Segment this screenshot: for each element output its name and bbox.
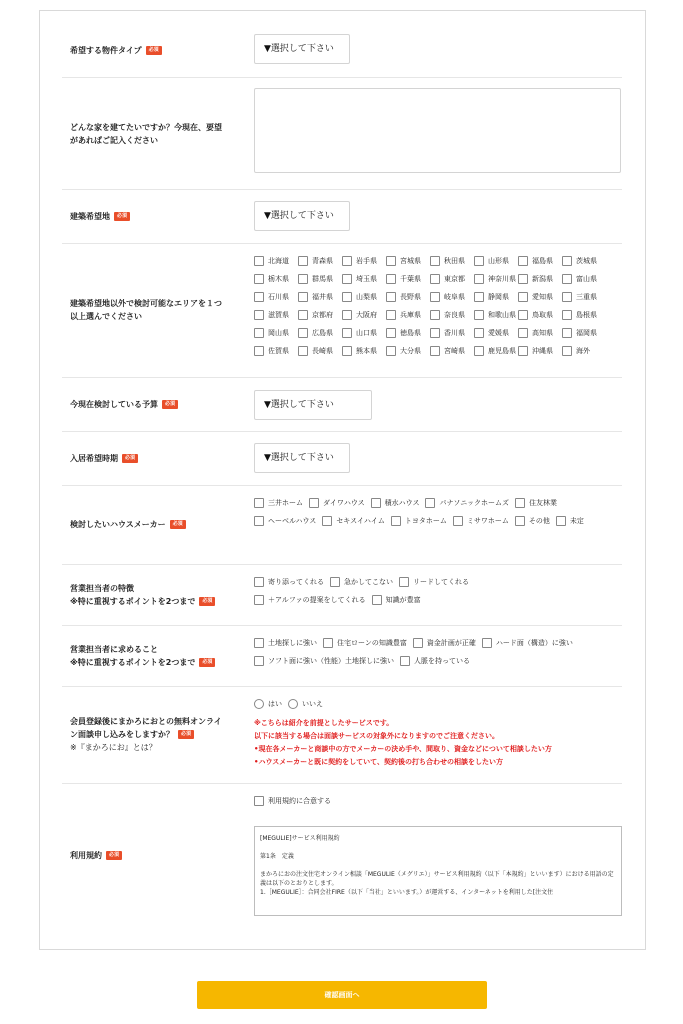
prefecture-label: 京都府 <box>312 311 333 319</box>
checkbox[interactable] <box>474 292 484 302</box>
required-badge: 必須 <box>106 851 122 860</box>
checkbox[interactable] <box>562 310 572 320</box>
demand-option-loan[interactable]: 住宅ローンの知識豊富 <box>323 634 407 652</box>
checkbox[interactable] <box>562 274 572 284</box>
prefecture-label: 福島県 <box>532 257 553 265</box>
about-macaronio-link[interactable]: ※『まかろにお』とは？ <box>70 743 157 752</box>
checkbox[interactable] <box>342 292 352 302</box>
prefecture-option[interactable] <box>562 306 606 324</box>
row-build-location <box>62 190 622 244</box>
prefecture-label: 香川県 <box>444 329 465 337</box>
confirm-button[interactable]: 確認画面へ <box>197 981 487 1009</box>
prefecture-label: 茨城県 <box>576 257 597 265</box>
checkbox[interactable] <box>254 310 264 320</box>
checkbox[interactable] <box>254 292 264 302</box>
checkbox[interactable] <box>254 516 264 526</box>
prefecture-option[interactable] <box>474 252 518 270</box>
checkbox[interactable] <box>515 516 525 526</box>
move-in-select[interactable]: ▼選択して下さい <box>254 443 350 473</box>
required-badge: 必須 <box>170 520 186 529</box>
checkbox[interactable] <box>474 310 484 320</box>
checkbox[interactable] <box>562 256 572 266</box>
terms-field <box>254 792 622 916</box>
checkbox[interactable] <box>386 310 396 320</box>
required-badge: 必須 <box>114 212 130 221</box>
checkbox[interactable] <box>425 498 435 508</box>
prefecture-label: 北海道 <box>268 257 289 265</box>
prefecture-option[interactable] <box>518 288 562 306</box>
checkbox[interactable] <box>298 256 308 266</box>
checkbox[interactable] <box>399 577 409 587</box>
prefecture-option[interactable] <box>518 324 562 342</box>
checkbox[interactable] <box>518 310 528 320</box>
consult-label: 会員登録後にまかろにおとの無料オンライ ン面談申し込みをしますか？ 必須 ※『まかろにお』とは？ <box>70 715 248 754</box>
checkbox[interactable] <box>430 256 440 266</box>
checkbox[interactable] <box>430 292 440 302</box>
maker-option-daiwa[interactable]: ダイワハウス <box>309 494 365 512</box>
makers-label: 検討したいハウスメーカー 必須 <box>70 518 240 531</box>
checkbox[interactable] <box>386 346 396 356</box>
checkbox[interactable] <box>400 656 410 666</box>
rep-traits-label: 営業担当者の特徴 ※特に重視するポイントを2つまで 必須 <box>70 582 240 608</box>
house-request-textarea[interactable] <box>254 88 621 173</box>
row-rep-traits <box>62 565 622 626</box>
prefecture-option[interactable] <box>386 288 430 306</box>
form-card <box>39 10 646 950</box>
checkbox[interactable] <box>562 292 572 302</box>
maker-option-sumitomo[interactable]: 住友林業 <box>515 494 557 512</box>
prefecture-label: 山口県 <box>356 329 377 337</box>
checkbox[interactable] <box>482 638 492 648</box>
checkbox[interactable] <box>518 274 528 284</box>
checkbox[interactable] <box>254 274 264 284</box>
checkbox[interactable] <box>413 638 423 648</box>
trait-option-leads[interactable]: リードしてくれる <box>399 573 469 591</box>
prefecture-option[interactable] <box>254 306 298 324</box>
prefecture-option[interactable] <box>430 324 474 342</box>
row-makers <box>62 486 622 565</box>
checkbox[interactable] <box>254 346 264 356</box>
prefecture-label: 海外 <box>576 347 590 355</box>
checkbox[interactable] <box>430 274 440 284</box>
property-type-select[interactable]: ▼選択して下さい <box>254 34 350 64</box>
demand-option-performance[interactable]: ソフト面に強い（性能）土地探しに強い <box>254 652 394 670</box>
prefecture-checkbox-grid <box>254 252 624 360</box>
terms-title: [MEGULIE]サービス利用規約 <box>260 835 340 842</box>
prefecture-label: 岡山県 <box>268 329 289 337</box>
checkbox[interactable] <box>342 310 352 320</box>
checkbox[interactable] <box>254 638 264 648</box>
checkbox[interactable] <box>386 328 396 338</box>
checkbox[interactable] <box>386 256 396 266</box>
required-badge: 必須 <box>199 658 215 667</box>
rep-traits-checkbox-group <box>254 573 624 609</box>
prefecture-label: 青森県 <box>312 257 333 265</box>
prefecture-label: 長崎県 <box>312 347 333 355</box>
prefecture-label: 佐賀県 <box>268 347 289 355</box>
prefecture-option[interactable] <box>562 288 606 306</box>
prefecture-option[interactable] <box>298 306 342 324</box>
prefecture-label: 富山県 <box>576 275 597 283</box>
prefecture-option[interactable] <box>474 270 518 288</box>
prefecture-label: 山梨県 <box>356 293 377 301</box>
prefecture-option[interactable] <box>386 306 430 324</box>
consult-option-no[interactable]: いいえ <box>288 695 323 713</box>
house-request-label: どんな家を建てたいですか？今現在、要望 があればご記入ください <box>70 123 222 145</box>
terms-agree-checkbox[interactable]: 利用規約に合意する <box>254 792 331 810</box>
checkbox[interactable] <box>298 310 308 320</box>
prefecture-option[interactable] <box>386 324 430 342</box>
prefecture-label: 兵庫県 <box>400 311 421 319</box>
trait-option-extra-proposals[interactable]: ＋アルファの提案をしてくれる <box>254 591 366 609</box>
consult-notice: ※こちらは紹介を前提としたサービスです。 以下に該当する場合は面談サービスの対象外になりますのでご注意ください。 •現在各メーカーと商談中の方でメーカーの決め手や、間取り、資金などについて相談したい方 •ハウスメーカーと既に契約をしていて、契約後の打ち合わせの相談をしたい方 <box>254 719 552 766</box>
prefecture-option[interactable] <box>474 324 518 342</box>
checkbox[interactable] <box>515 498 525 508</box>
prefecture-label: 東京都 <box>444 275 465 283</box>
consult-field <box>254 695 626 769</box>
prefecture-option[interactable] <box>342 306 386 324</box>
prefecture-option[interactable] <box>386 252 430 270</box>
terms-paragraph: まかろにおの注文住宅オンライン相談「MEGULIE（メグリエ）」サービス利用規約（以下「本規約」といいます）における用語の定義は以下のとおりとします。 <box>260 871 614 887</box>
checkbox[interactable] <box>430 346 440 356</box>
prefecture-label: 愛媛県 <box>488 329 509 337</box>
prefecture-label: 鳥取県 <box>532 311 553 319</box>
prefecture-option[interactable] <box>430 270 474 288</box>
checkbox[interactable] <box>254 595 264 605</box>
prefecture-label: 大阪府 <box>356 311 377 319</box>
property-type-label: 希望する物件タイプ 必須 <box>70 44 240 57</box>
checkbox[interactable] <box>254 577 264 587</box>
checkbox[interactable] <box>474 346 484 356</box>
build-location-label: 建築希望地 必須 <box>70 210 240 223</box>
prefecture-option[interactable] <box>342 252 386 270</box>
prefecture-option[interactable] <box>430 342 474 360</box>
prefecture-option[interactable] <box>430 288 474 306</box>
prefecture-option[interactable] <box>474 306 518 324</box>
prefecture-option[interactable] <box>298 252 342 270</box>
checkbox[interactable] <box>323 638 333 648</box>
prefecture-label: 岩手県 <box>356 257 377 265</box>
row-budget <box>62 378 622 432</box>
required-badge: 必須 <box>146 46 162 55</box>
prefecture-option[interactable] <box>342 288 386 306</box>
checkbox[interactable] <box>254 498 264 508</box>
prefecture-option[interactable] <box>562 270 606 288</box>
prefecture-label: 広島県 <box>312 329 333 337</box>
prefecture-option[interactable] <box>298 288 342 306</box>
checkbox[interactable] <box>330 577 340 587</box>
prefecture-label: 三重県 <box>576 293 597 301</box>
prefecture-label: 山形県 <box>488 257 509 265</box>
demand-option-structure[interactable]: ハード面（構造）に強い <box>482 634 573 652</box>
row-consult <box>62 687 622 784</box>
checkbox[interactable] <box>518 346 528 356</box>
checkbox[interactable] <box>254 796 264 806</box>
checkbox[interactable] <box>386 292 396 302</box>
prefecture-label: 鹿児島県 <box>488 347 516 355</box>
maker-option-undecided[interactable]: 未定 <box>556 512 584 530</box>
checkbox[interactable] <box>298 292 308 302</box>
radio[interactable] <box>254 699 264 709</box>
checkbox[interactable] <box>562 346 572 356</box>
prefecture-label: 新潟県 <box>532 275 553 283</box>
prefecture-option[interactable] <box>562 324 606 342</box>
prefecture-label: 長野県 <box>400 293 421 301</box>
row-move-in <box>62 432 622 486</box>
checkbox[interactable] <box>391 516 401 526</box>
rep-demands-label: 営業担当者に求めること ※特に重視するポイントを2つまで 必須 <box>70 643 240 669</box>
checkbox[interactable] <box>453 516 463 526</box>
maker-option-toyota[interactable]: トヨタホーム <box>391 512 447 530</box>
prefecture-label: 福岡県 <box>576 329 597 337</box>
maker-option-sekisui-house[interactable]: 積水ハウス <box>371 494 420 512</box>
trait-option-supportive[interactable]: 寄り添ってくれる <box>254 573 324 591</box>
checkbox[interactable] <box>254 656 264 666</box>
prefecture-label: 奈良県 <box>444 311 465 319</box>
prefecture-option[interactable] <box>254 270 298 288</box>
checkbox[interactable] <box>322 516 332 526</box>
prefecture-option[interactable] <box>298 342 342 360</box>
prefecture-option[interactable] <box>254 324 298 342</box>
maker-option-misawa[interactable]: ミサワホーム <box>453 512 509 530</box>
prefecture-label: 高知県 <box>532 329 553 337</box>
prefecture-option[interactable] <box>386 342 430 360</box>
prefecture-option[interactable] <box>386 270 430 288</box>
consult-radio-group <box>254 695 626 713</box>
row-rep-demands <box>62 626 622 687</box>
prefecture-label: 熊本県 <box>356 347 377 355</box>
maker-option-panasonic[interactable]: パナソニックホームズ <box>425 494 509 512</box>
budget-select[interactable]: ▼選択して下さい <box>254 390 372 420</box>
checkbox[interactable] <box>518 256 528 266</box>
prefecture-label: 栃木県 <box>268 275 289 283</box>
terms-article: 第1条 定義 <box>260 853 294 860</box>
prefecture-option[interactable] <box>254 342 298 360</box>
demand-option-network[interactable]: 人脈を持っている <box>400 652 470 670</box>
prefecture-option[interactable] <box>254 252 298 270</box>
prefecture-label: 福井県 <box>312 293 333 301</box>
rep-demands-checkbox-group <box>254 634 626 670</box>
checkbox[interactable] <box>518 292 528 302</box>
prefecture-label: 徳島県 <box>400 329 421 337</box>
required-badge: 必須 <box>199 597 215 606</box>
row-terms <box>62 784 622 934</box>
terms-paragraph: 1.［MEGULIE］：合同会社FIRE（以下「当社」といいます。）が運営する、インターネットを利用した[注文住 <box>260 889 554 896</box>
prefecture-label: 千葉県 <box>400 275 421 283</box>
prefecture-option[interactable] <box>430 306 474 324</box>
prefecture-label: 大分県 <box>400 347 421 355</box>
checkbox[interactable] <box>342 328 352 338</box>
prefecture-option[interactable] <box>342 342 386 360</box>
prefecture-option[interactable] <box>298 270 342 288</box>
row-other-areas <box>62 244 622 378</box>
prefecture-option[interactable] <box>518 342 562 360</box>
checkbox[interactable] <box>430 328 440 338</box>
radio[interactable] <box>288 699 298 709</box>
checkbox[interactable] <box>556 516 566 526</box>
checkbox[interactable] <box>518 328 528 338</box>
prefecture-option[interactable] <box>474 288 518 306</box>
prefecture-option[interactable] <box>518 252 562 270</box>
budget-label: 今現在検討している予算 必須 <box>70 398 240 411</box>
prefecture-label: 宮城県 <box>400 257 421 265</box>
maker-option-hebel[interactable]: ヘーベルハウス <box>254 512 316 530</box>
prefecture-label: 宮崎県 <box>444 347 465 355</box>
checkbox[interactable] <box>298 346 308 356</box>
maker-option-mitsui[interactable]: 三井ホーム <box>254 494 303 512</box>
required-badge: 必須 <box>122 454 138 463</box>
checkbox[interactable] <box>386 274 396 284</box>
demand-option-land[interactable]: 土地探しに強い <box>254 634 317 652</box>
move-in-label: 入居希望時期 必須 <box>70 452 240 465</box>
prefecture-option[interactable] <box>474 342 518 360</box>
other-areas-label: 建築希望地以外で検討可能なエリアを１つ 以上選んでください <box>70 299 222 321</box>
maker-option-sekisui-heim[interactable]: セキスイハイム <box>322 512 385 530</box>
prefecture-option[interactable] <box>562 342 606 360</box>
prefecture-option[interactable] <box>430 252 474 270</box>
prefecture-label: 滋賀県 <box>268 311 289 319</box>
checkbox[interactable] <box>342 256 352 266</box>
prefecture-label: 神奈川県 <box>488 275 516 283</box>
row-property-type <box>62 11 622 78</box>
checkbox[interactable] <box>474 328 484 338</box>
prefecture-label: 秋田県 <box>444 257 465 265</box>
trait-option-no-rush[interactable]: 急かしてこない <box>330 573 393 591</box>
row-house-request <box>62 78 622 190</box>
demand-option-funding[interactable]: 資金計画が正確 <box>413 634 476 652</box>
checkbox[interactable] <box>371 498 381 508</box>
prefecture-label: 和歌山県 <box>488 311 516 319</box>
prefecture-label: 愛知県 <box>532 293 553 301</box>
prefecture-option[interactable] <box>298 324 342 342</box>
checkbox[interactable] <box>254 256 264 266</box>
checkbox[interactable] <box>562 328 572 338</box>
checkbox[interactable] <box>430 310 440 320</box>
maker-checkbox-group <box>254 494 624 530</box>
prefecture-option[interactable] <box>342 270 386 288</box>
prefecture-option[interactable] <box>254 288 298 306</box>
checkbox[interactable] <box>342 274 352 284</box>
prefecture-label: 岐阜県 <box>444 293 465 301</box>
prefecture-label: 島根県 <box>576 311 597 319</box>
consult-option-yes[interactable]: はい <box>254 695 282 713</box>
trait-option-knowledgeable[interactable]: 知識が豊富 <box>372 591 421 609</box>
terms-scroll-box[interactable] <box>254 826 622 916</box>
checkbox[interactable] <box>254 328 264 338</box>
terms-label: 利用規約 必須 <box>70 849 240 862</box>
prefecture-option[interactable] <box>518 306 562 324</box>
required-badge: 必須 <box>162 400 178 409</box>
required-badge: 必須 <box>178 730 194 739</box>
maker-option-other[interactable]: その他 <box>515 512 550 530</box>
checkbox[interactable] <box>309 498 319 508</box>
checkbox[interactable] <box>474 274 484 284</box>
prefecture-option[interactable] <box>518 270 562 288</box>
prefecture-label: 埼玉県 <box>356 275 377 283</box>
build-location-select[interactable]: ▼選択して下さい <box>254 201 350 231</box>
prefecture-option[interactable] <box>562 252 606 270</box>
prefecture-option[interactable] <box>342 324 386 342</box>
prefecture-label: 沖縄県 <box>532 347 553 355</box>
checkbox[interactable] <box>474 256 484 266</box>
prefecture-label: 群馬県 <box>312 275 333 283</box>
checkbox[interactable] <box>298 328 308 338</box>
checkbox[interactable] <box>342 346 352 356</box>
checkbox[interactable] <box>298 274 308 284</box>
checkbox[interactable] <box>372 595 382 605</box>
prefecture-label: 静岡県 <box>488 293 509 301</box>
prefecture-label: 石川県 <box>268 293 289 301</box>
